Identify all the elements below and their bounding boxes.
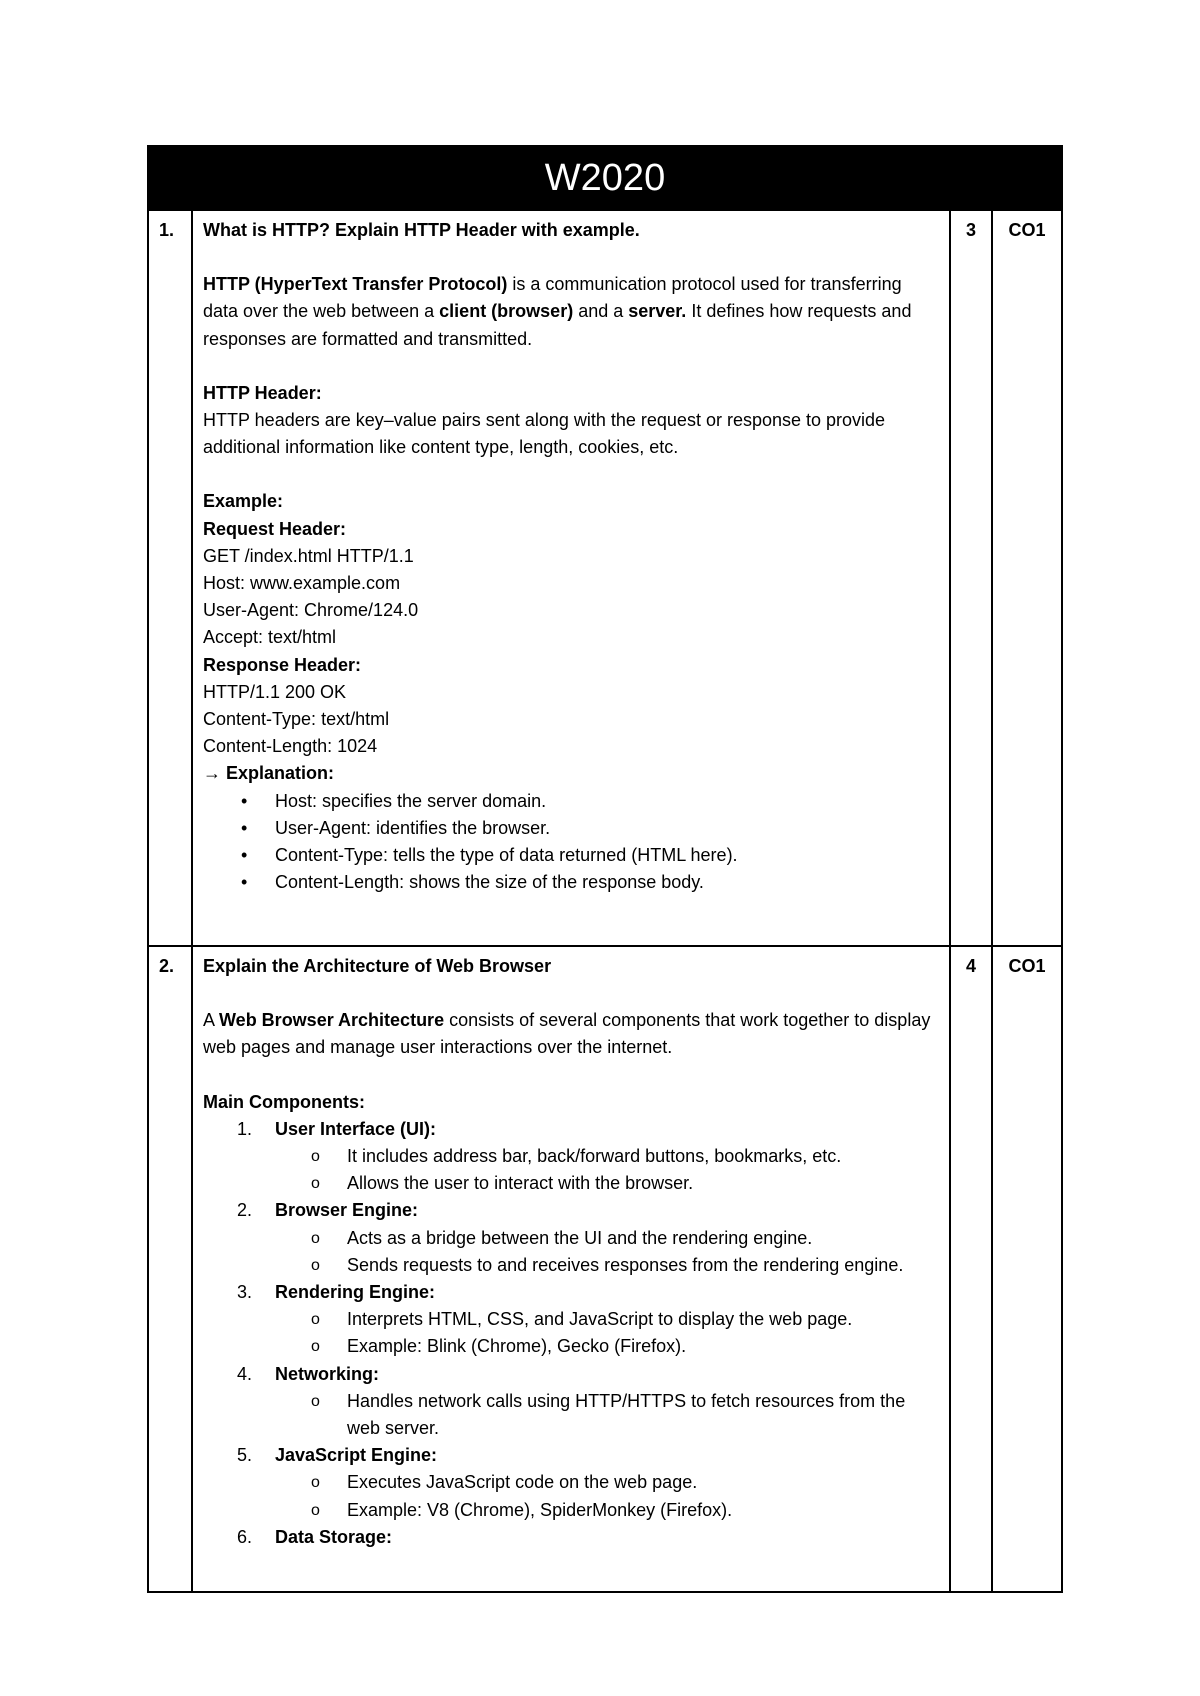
sub-point: o Acts as a bridge between the UI and the rendering engine. xyxy=(347,1225,939,1252)
section-heading: Example: xyxy=(203,491,284,512)
sub-point: o Sends requests to and receives responses from the rendering engine. xyxy=(347,1252,939,1279)
course-outcome: CO1 xyxy=(992,946,1062,1592)
sub-point: o Interprets HTML, CSS, and JavaScript to display the web page. xyxy=(347,1306,939,1333)
header-description: HTTP headers are key–value pairs sent along with the request or response to provide additional information like content type, length, cookies, etc. xyxy=(203,410,886,458)
question-number: 1. xyxy=(148,210,192,946)
list-item: • Content-Type: tells the type of data returned (HTML here). xyxy=(275,842,939,869)
course-outcome: CO1 xyxy=(992,210,1062,946)
response-line: Content-Type: text/html xyxy=(203,709,390,730)
sub-point: o Example: V8 (Chrome), SpiderMonkey (Firefox). xyxy=(347,1497,939,1524)
sub-point: o Handles network calls using HTTP/HTTPS to fetch resources from the web server. xyxy=(347,1388,939,1442)
component-item: 3. Rendering Engine: o Interprets HTML, CSS, and JavaScript to display the web page. o Example: Blink (Chrome), Gecko (Firefox). xyxy=(203,1279,939,1361)
answer-body-2 xyxy=(192,946,950,1592)
list-item: • Content-Length: shows the size of the response body. xyxy=(275,869,939,896)
response-line: Content-Length: 1024 xyxy=(203,736,378,757)
question-row-2 xyxy=(148,946,1062,1592)
response-line: HTTP/1.1 200 OK xyxy=(203,681,347,702)
section-heading: Response Header: xyxy=(203,654,362,675)
component-item: 4. Networking: o Handles network calls using HTTP/HTTPS to fetch resources from the web server. xyxy=(203,1361,939,1443)
request-line: GET /index.html HTTP/1.1 xyxy=(203,545,414,566)
question-row-1 xyxy=(148,210,1062,946)
request-line: Accept: text/html xyxy=(203,627,337,648)
component-item: 6. Data Storage: xyxy=(237,1526,393,1547)
list-item: • Host: specifies the server domain. xyxy=(275,788,939,815)
http-intro: HTTP (HyperText Transfer Protocol) is a communication protocol used for transferring data over the web between a client (browser) and a server. It defines how requests and responses are formatted and transmitted. xyxy=(203,274,912,349)
component-item: 5. JavaScript Engine: o Executes JavaScript code on the web page. o Example: V8 (Chrome), SpiderMonkey (Firefox). xyxy=(203,1442,939,1524)
sub-point: o Allows the user to interact with the browser. xyxy=(347,1170,939,1197)
question-number: 2. xyxy=(148,946,192,1592)
explanation-list xyxy=(203,788,939,897)
sub-point: o Executes JavaScript code on the web page. xyxy=(347,1469,939,1496)
marks: 4 xyxy=(950,946,992,1592)
component-item: 1. User Interface (UI): o It includes address bar, back/forward buttons, bookmarks, etc. o Allows the user to interact with the browser. xyxy=(203,1116,939,1198)
question-text: Explain the Architecture of Web Browser xyxy=(203,956,552,976)
question-table xyxy=(147,145,1063,1593)
question-text: What is HTTP? Explain HTTP Header with example. xyxy=(203,220,640,240)
table-title: W2020 xyxy=(148,146,1062,210)
request-line: User-Agent: Chrome/124.0 xyxy=(203,600,419,621)
section-heading: HTTP Header: xyxy=(203,382,322,403)
request-line: Host: www.example.com xyxy=(203,573,401,594)
components-list xyxy=(203,1116,939,1551)
answer-body-1 xyxy=(192,210,950,946)
section-heading: Request Header: xyxy=(203,518,347,539)
list-item: • User-Agent: identifies the browser. xyxy=(275,815,939,842)
browser-intro: A Web Browser Architecture consists of several components that work together to display web pages and manage user interactions over the internet. xyxy=(203,1010,931,1058)
section-heading: Main Components: xyxy=(203,1091,365,1112)
sub-point: o Example: Blink (Chrome), Gecko (Firefox). xyxy=(347,1333,939,1360)
sub-point: o It includes address bar, back/forward buttons, bookmarks, etc. xyxy=(347,1143,939,1170)
component-item: 2. Browser Engine: o Acts as a bridge between the UI and the rendering engine. o Sends requests to and receives responses from the rendering engine. xyxy=(203,1197,939,1279)
section-heading: → Explanation: xyxy=(203,763,335,784)
marks: 3 xyxy=(950,210,992,946)
